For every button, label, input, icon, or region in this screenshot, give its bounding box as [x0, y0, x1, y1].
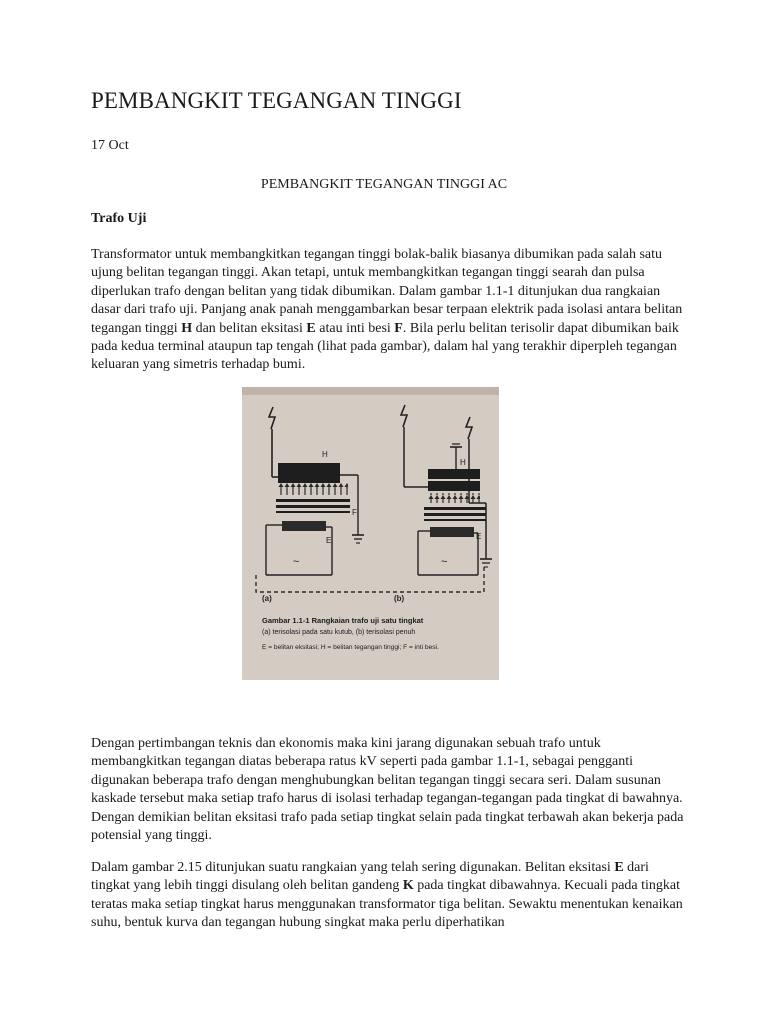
- paragraph-1: [91, 246, 691, 375]
- figure-caption-line3: E = belitan eksitasi; H = belitan tegangan tinggi; F = inti besi.: [262, 644, 439, 651]
- bold-term: H: [181, 320, 193, 336]
- figure-label-h-a: H: [322, 450, 328, 459]
- text-run: atau inti besi: [315, 320, 395, 336]
- text-run: Transformator untuk membangkitkan tegangan tinggi bolak-balik biasanya dibumikan pada salah satu ujung belitan tegangan tinggi. Akan tetapi, untuk membangkitkan tegangan tinggi searah dan pulsa diperlukan trafo dengan belitan yang tidak dibumikan. Dalam gambar 1.1-1 ditunjukan dua rangkaian dasar dari trafo uji. Panjang anak panah menggambarkan besar terpaan elektrik pada isolasi antara belitan tegangan tinggi: [91, 247, 683, 336]
- bold-term: K: [402, 878, 414, 894]
- text-run: Dalam gambar 2.15 ditunjukan suatu rangkaian yang telah sering digunakan. Belitan eksitasi: [91, 860, 615, 875]
- figure-label-e-b: E: [476, 532, 482, 541]
- text-run: . Bila perlu belitan terisolir dapat dibumikan baik pada kedua terminal ataupun tap tengah (lihat pada gambar), dalam hal yang terakhir diperpleh tegangan keluaran yang simetris terhadap bumi.: [91, 320, 679, 373]
- paragraph-2: Dengan pertimbangan teknis dan ekonomis maka kini jarang digunakan sebuah trafo untuk membangkitkan tegangan diatas beberapa ratus kV seperti pada gambar 1.1-1, sebagai pengganti digunakan beberapa trafo dengan menghubungkan belitan tegangan tinggi secara seri. Dalam susunan kaskade tersebut maka setiap trafo harus di isolasi terhadap tegangan-tegangan pada tingkat di bawahnya. Dengan demikian belitan eksitasi trafo pada setiap tingkat selain pada tingkat terbawah akan bekerja pada potensial yang tinggi.: [91, 736, 684, 844]
- text-run: dari tingkat yang lebih tinggi disulang oleh belitan gandeng: [91, 860, 649, 894]
- document-subtitle: PEMBANGKIT TEGANGAN TINGGI AC: [260, 177, 508, 192]
- bold-term: F: [394, 320, 403, 336]
- figure-label-f-a: F: [352, 508, 357, 517]
- post-date: 17 Oct: [91, 138, 129, 153]
- figure-caption-line1: Gambar 1.1-1 Rangkaian trafo uji satu tingkat: [262, 616, 424, 625]
- figure-label-h-b: H: [460, 458, 466, 467]
- figure-label-a: (a): [262, 594, 272, 603]
- section-heading: Trafo Uji: [91, 211, 147, 226]
- paragraph-3: [91, 859, 691, 933]
- figure-label-e-a: E: [326, 536, 332, 545]
- figure-caption-line2: (a) terisolasi pada satu kutub, (b) terisolasi penuh: [262, 629, 416, 636]
- figure-transformer-diagram: [242, 387, 499, 680]
- figure-label-b: (b): [394, 594, 405, 603]
- figure-ac-b: ~: [441, 556, 448, 568]
- text-run: pada tingkat dibawahnya. Kecuali pada tingkat teratas maka setiap tingkat harus menggunakan transformator tiga belitan. Sewaktu menentukan kenaikan suhu, bentuk kurva dan tegangan hubung singkat maka perlu diperhatikan: [91, 878, 683, 931]
- text-run: dan belitan eksitasi: [192, 320, 307, 336]
- bold-term: E: [614, 860, 624, 875]
- page-title: PEMBANGKIT TEGANGAN TINGGI: [91, 88, 462, 113]
- figure-ac-a: ~: [293, 556, 300, 568]
- bold-term: E: [306, 320, 316, 336]
